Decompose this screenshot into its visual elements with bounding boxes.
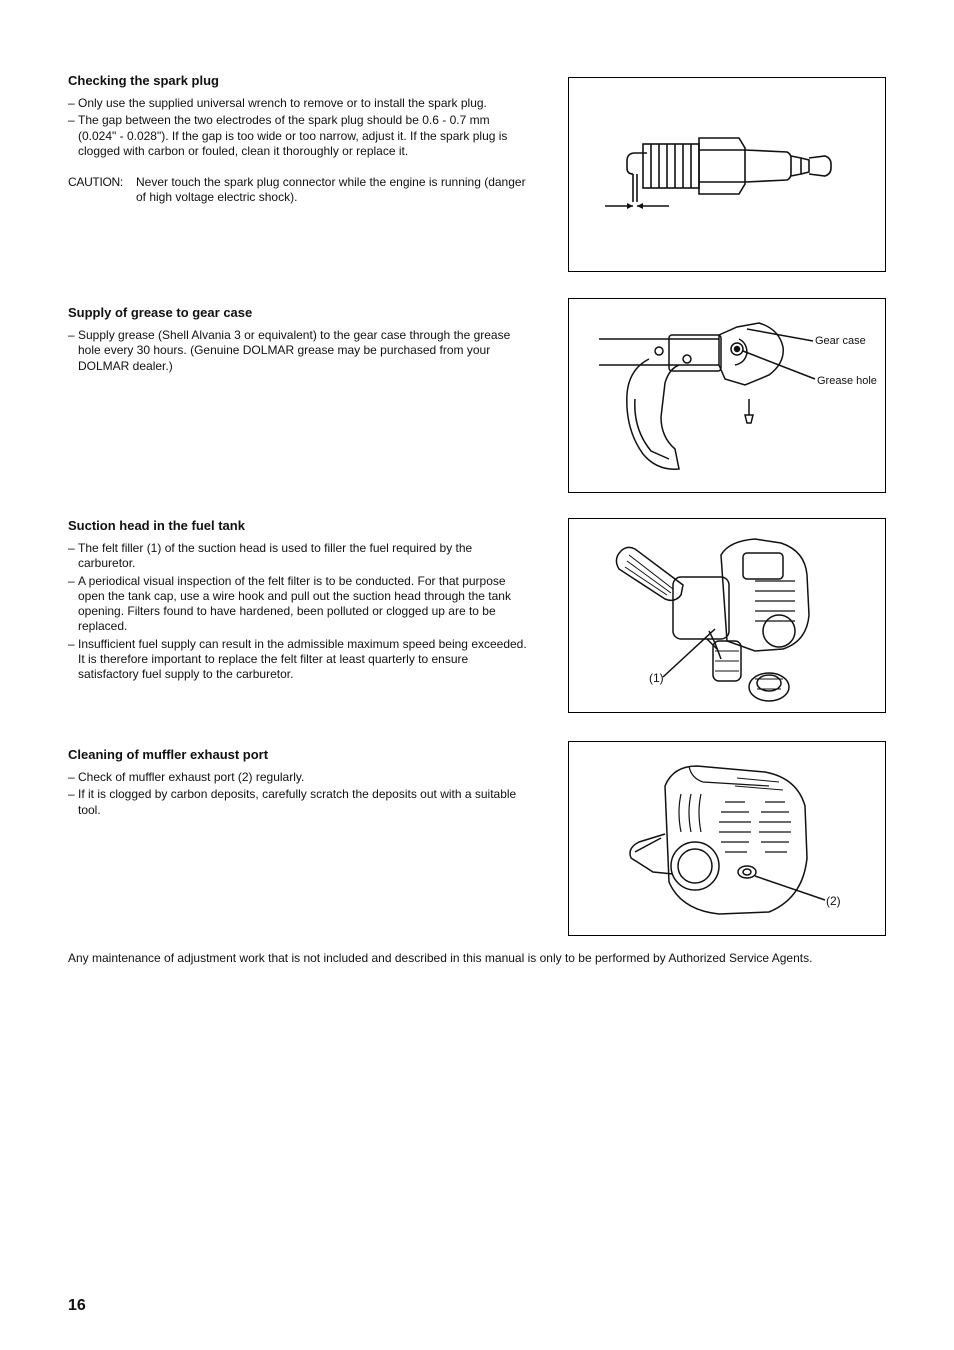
suction-head-figure: [568, 518, 886, 713]
section-spark-plug: [68, 73, 528, 206]
caution-text: Never touch the spark plug connector while the engine is running (danger of high voltage electric shock).: [136, 175, 526, 205]
section-grease: [68, 305, 528, 376]
list-item: – Insufficient fuel supply can result in the admissible maximum speed being exceeded. It is therefore important to replace the felt filter at least quarterly to ensure satisfactory fuel supply to the carburetor.: [68, 636, 527, 682]
callout-2: (2): [826, 894, 841, 908]
gear-case-figure: [568, 298, 886, 493]
caution-note: [68, 175, 528, 206]
section-title: Cleaning of muffler exhaust port: [68, 747, 269, 762]
muffler-figure: [568, 741, 886, 936]
engine-fuel-tank-illustration: [569, 519, 885, 712]
list-item: – If it is clogged by carbon deposits, carefully scratch the deposits out with a suitable tool.: [68, 787, 517, 817]
section-muffler: [68, 747, 528, 820]
bullet-list: [68, 770, 528, 818]
list-item: – The felt filler (1) of the suction head is used to filler the fuel required by the carburetor.: [68, 541, 473, 571]
bullet-list: [68, 541, 528, 683]
bullet-list: [68, 328, 528, 374]
section-title: Checking the spark plug: [68, 73, 219, 88]
gear-case-illustration: [569, 299, 885, 492]
section-title: Suction head in the fuel tank: [68, 518, 245, 533]
section-suction-head: [68, 518, 528, 685]
spark-plug-illustration: [569, 78, 885, 271]
page-number: 16: [68, 1297, 86, 1314]
callout-1: (1): [649, 671, 664, 685]
callout-grease-hole: Grease hole: [817, 375, 877, 387]
footer-note: Any maintenance of adjustment work that is not included and described in this manual is only to be performed by Authorized Service Agents.: [68, 951, 813, 965]
list-item: – Only use the supplied universal wrench to remove or to install the spark plug.: [68, 96, 487, 110]
list-item: – A periodical visual inspection of the felt filter is to be conducted. For that purpose open the tank cap, use a wire hook and pull out the suction head through the tank opening. Filters found to have hardened, been polluted or clogged up are to be replaced.: [68, 573, 511, 634]
list-item: – Check of muffler exhaust port (2) regularly.: [68, 770, 305, 784]
list-item: – Supply grease (Shell Alvania 3 or equivalent) to the gear case through the grease hole every 30 hours. (Genuine DOLMAR grease may be purchased from your DOLMAR dealer.): [68, 328, 511, 373]
callout-gear-case: Gear case: [815, 335, 866, 347]
spark-plug-figure: [568, 77, 886, 272]
section-title: Supply of grease to gear case: [68, 305, 253, 320]
list-item: – The gap between the two electrodes of the spark plug should be 0.6 - 0.7 mm (0.024" - 0.028"). If the gap is too wide or too narrow, adjust it. If the spark plug is clogged with carbon or fouled, clean it thoroughly or replace it.: [68, 113, 508, 158]
bullet-list: [68, 96, 528, 159]
caution-label: CAUTION:: [68, 175, 123, 190]
